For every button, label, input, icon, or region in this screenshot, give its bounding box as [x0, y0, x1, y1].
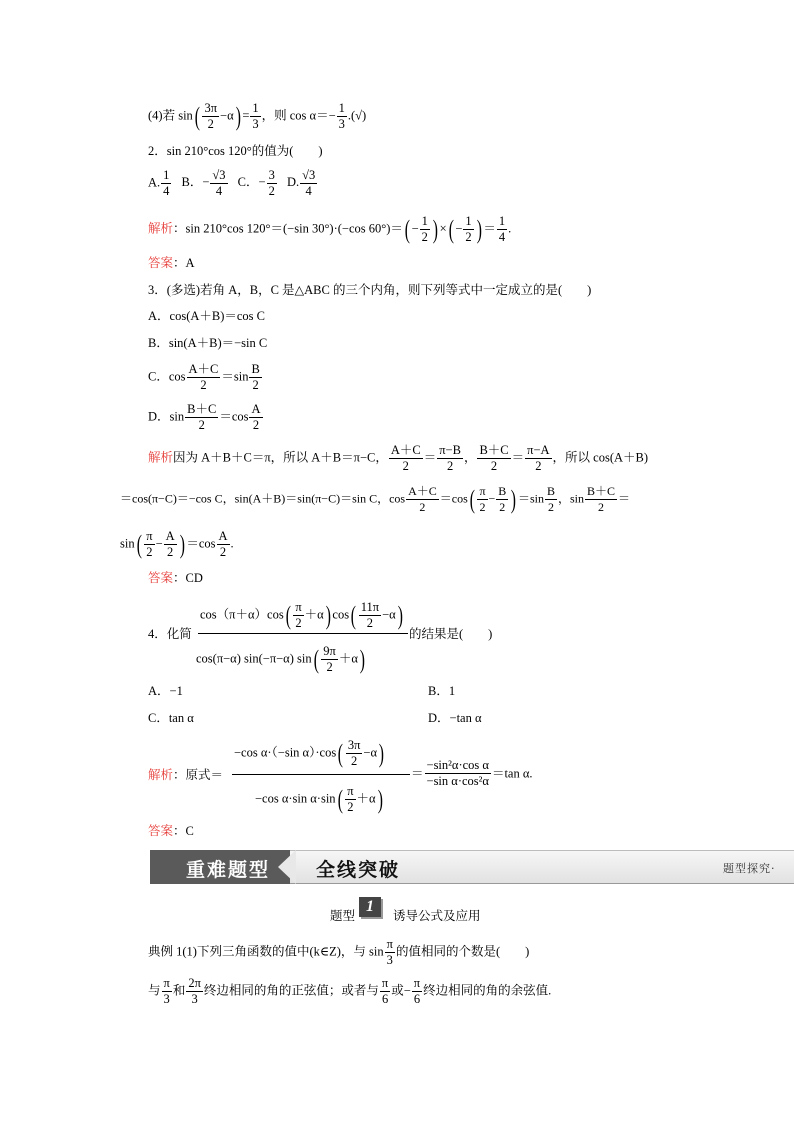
q1-item4: (4)若 sin( $\frac{3\pi}{2}$ −α) = $\frac{1}{3}$ ，则 cos α＝− $\frac{1}{3}$ .(√)	[148, 101, 367, 131]
fraction: $\frac{B+C}{2}$	[479, 443, 509, 473]
fraction: $\frac{1}{4}$	[163, 168, 170, 198]
fraction: $\frac{\pi-B}{2}$	[439, 443, 461, 473]
section-title: 诱导公式及应用	[393, 909, 481, 923]
q4-suffix: 的结果是( )	[409, 627, 493, 641]
q4-numerator: cos（π＋α）cos( $\frac{\pi}{2}$ ＋α) cos( $\frac{11\pi}{2}$ −α)	[200, 600, 403, 630]
fraction: $\frac{B}{2}$	[546, 484, 555, 514]
fraction: $\frac{A+C}{2}$	[188, 362, 219, 392]
q3-option-d: D．sin $\frac{B+C}{2}$ ＝cos $\frac{A}{2}$	[148, 402, 261, 432]
q4-solution-denominator: −cos α·sin α·sin( $\frac{\pi}{2}$ ＋α)	[255, 784, 383, 814]
fraction: $\frac{\pi}{2}$	[347, 784, 354, 814]
banner-tag: 题型探究·	[723, 862, 776, 875]
banner-right-title: 全线突破	[316, 859, 401, 881]
fraction: $\frac{√3}{4}$	[302, 168, 316, 198]
example-line1: 典例 1(1)下列三角函数的值中(k∈Z)，与 sin $\frac{\pi}{3}$ 的值相同的个数是( )	[148, 937, 530, 967]
fraction: $\frac{11\pi}{2}$	[360, 600, 380, 630]
section-banner	[150, 850, 794, 884]
q2-answer: 答案：A	[148, 256, 195, 270]
fraction: $\frac{1}{2}$	[421, 214, 428, 244]
fraction: $\frac{\pi-A}{2}$	[527, 443, 550, 473]
q4-answer: 答案：C	[148, 824, 194, 838]
q3-stem: 3．(多选)若角 A，B，C 是△ABC 的三个内角，则下列等式中一定成立的是( )	[148, 283, 592, 297]
q2-stem: 2．sin 210°cos 120°的值为( )	[148, 144, 323, 158]
q4-option-d: D．−tan α	[428, 711, 482, 725]
fraction: $\frac{3}{2}$	[268, 168, 275, 198]
fraction: $\frac{\pi}{3}$	[163, 976, 170, 1006]
fraction: $\frac{B+C}{2}$	[187, 402, 217, 432]
q4-solution-rest: ＝ $\frac{\text{−sin²α·cos α}}{\text{−sin α·cos²α}}$ ＝tan α.	[411, 758, 533, 788]
q4-option-c: C．tan α	[148, 711, 194, 725]
fraction: $\frac{A+C}{2}$	[408, 484, 437, 514]
fraction: $\frac{1}{3}$	[252, 101, 259, 131]
fraction: $\frac{\pi}{6}$	[381, 976, 389, 1006]
fraction: $\frac{B}{2}$	[498, 484, 507, 514]
type-badge: 1	[359, 897, 381, 917]
fraction: $\frac{3\pi}{2}$	[204, 101, 218, 131]
fraction: $\frac{A+C}{2}$	[390, 443, 421, 473]
q4-option-a: A．−1	[148, 684, 183, 698]
fraction: $\frac{\pi}{2}$	[146, 529, 153, 559]
q3-option-c: C．cos $\frac{A+C}{2}$ ＝sin $\frac{B}{2}$	[148, 362, 260, 392]
fraction: $\frac{1}{3}$	[338, 101, 345, 131]
q3-solution-line1: 解析因为 A＋B＋C＝π，所以 A＋B＝π−C， $\frac{A+C}{2}$ ＝ $\frac{\pi-B}{2}$ ， $\frac{B+C}{2}$ ＝ $\frac{\pi-A}{2}$ ，所以 cos(A＋B)	[148, 443, 649, 473]
q4-solution-label: 解析：原式＝	[148, 768, 224, 782]
q4-prefix: 4．化简	[148, 627, 192, 641]
q3-solution-line2: ＝cos(π−C)＝−cos C，sin(A＋B)＝sin(π−C)＝sin C，cos $\frac{A+C}{2}$ ＝cos( $\frac{\pi}{2}$ − $\frac{B}{2}$ ) ＝sin $\frac{B}{2}$ ，sin $\frac{B+C}{2}$ ＝	[120, 484, 631, 514]
fraction: $\frac{2\pi}{3}$	[188, 976, 201, 1006]
fraction: $\frac{\pi}{2}$	[295, 600, 302, 630]
fraction: $\frac{B+C}{2}$	[587, 484, 616, 514]
q2-options: A. $\frac{1}{4}$ B．− $\frac{√3}{4}$ C．− $\frac{3}{2}$ D. $\frac{√3}{4}$	[148, 168, 316, 198]
fraction: $\frac{A}{2}$	[251, 402, 261, 432]
fraction: $\frac{A}{2}$	[218, 529, 228, 559]
fraction: $\frac{1}{2}$	[465, 214, 472, 244]
chevron-icon	[278, 850, 296, 884]
fraction: $\frac{\pi}{3}$	[386, 937, 393, 967]
fraction: $\frac{\pi}{2}$	[479, 484, 486, 514]
q4-fraction-bar	[198, 633, 408, 634]
example-line2: 与 $\frac{\pi}{3}$ 和 $\frac{2\pi}{3}$ 终边相同的角的正弦值；或者与 $\frac{\pi}{6}$ 或− $\frac{\pi}{6}$ 终边相同的角的余弦值.	[148, 976, 552, 1006]
fraction: $\frac{√3}{4}$	[212, 168, 226, 198]
fraction: $\frac{B}{2}$	[251, 362, 260, 392]
fraction: $\frac{A}{2}$	[165, 529, 175, 559]
section-pre: 题型	[330, 909, 356, 923]
q4-option-b: B．1	[428, 684, 456, 698]
q4-solution-numerator: −cos α·（−sin α）·cos( $\frac{3\pi}{2}$ −α)	[234, 738, 384, 768]
fraction: $\frac{9\pi}{2}$	[323, 644, 336, 674]
q3-option-a: A．cos(A＋B)＝cos C	[148, 309, 266, 323]
fraction: $\frac{\text{−sin²α·cos α}}{\text{−sin α·cos²α}}$	[426, 758, 489, 788]
fraction: $\frac{3\pi}{2}$	[347, 738, 361, 768]
q4-solution-bar	[232, 774, 410, 775]
q2-solution: 解析：sin 210°cos 120°＝(−sin 30°)·(−cos 60°)＝( − $\frac{1}{2}$ ) ×( − $\frac{1}{2}$ ) ＝ $\frac{1}{4}$ .	[148, 214, 512, 244]
q3-option-b: B．sin(A＋B)＝−sin C	[148, 336, 268, 350]
fraction: $\frac{\pi}{6}$	[413, 976, 421, 1006]
fraction: $\frac{1}{4}$	[498, 214, 506, 244]
q3-solution-line3: sin( $\frac{\pi}{2}$ − $\frac{A}{2}$ ) ＝cos $\frac{A}{2}$ .	[120, 529, 234, 559]
q4-denominator: cos(π−α) sin(−π−α) sin( $\frac{9\pi}{2}$ ＋α)	[196, 644, 365, 674]
banner-left-title: 重难题型	[186, 859, 271, 881]
q3-answer: 答案：CD	[148, 571, 203, 585]
